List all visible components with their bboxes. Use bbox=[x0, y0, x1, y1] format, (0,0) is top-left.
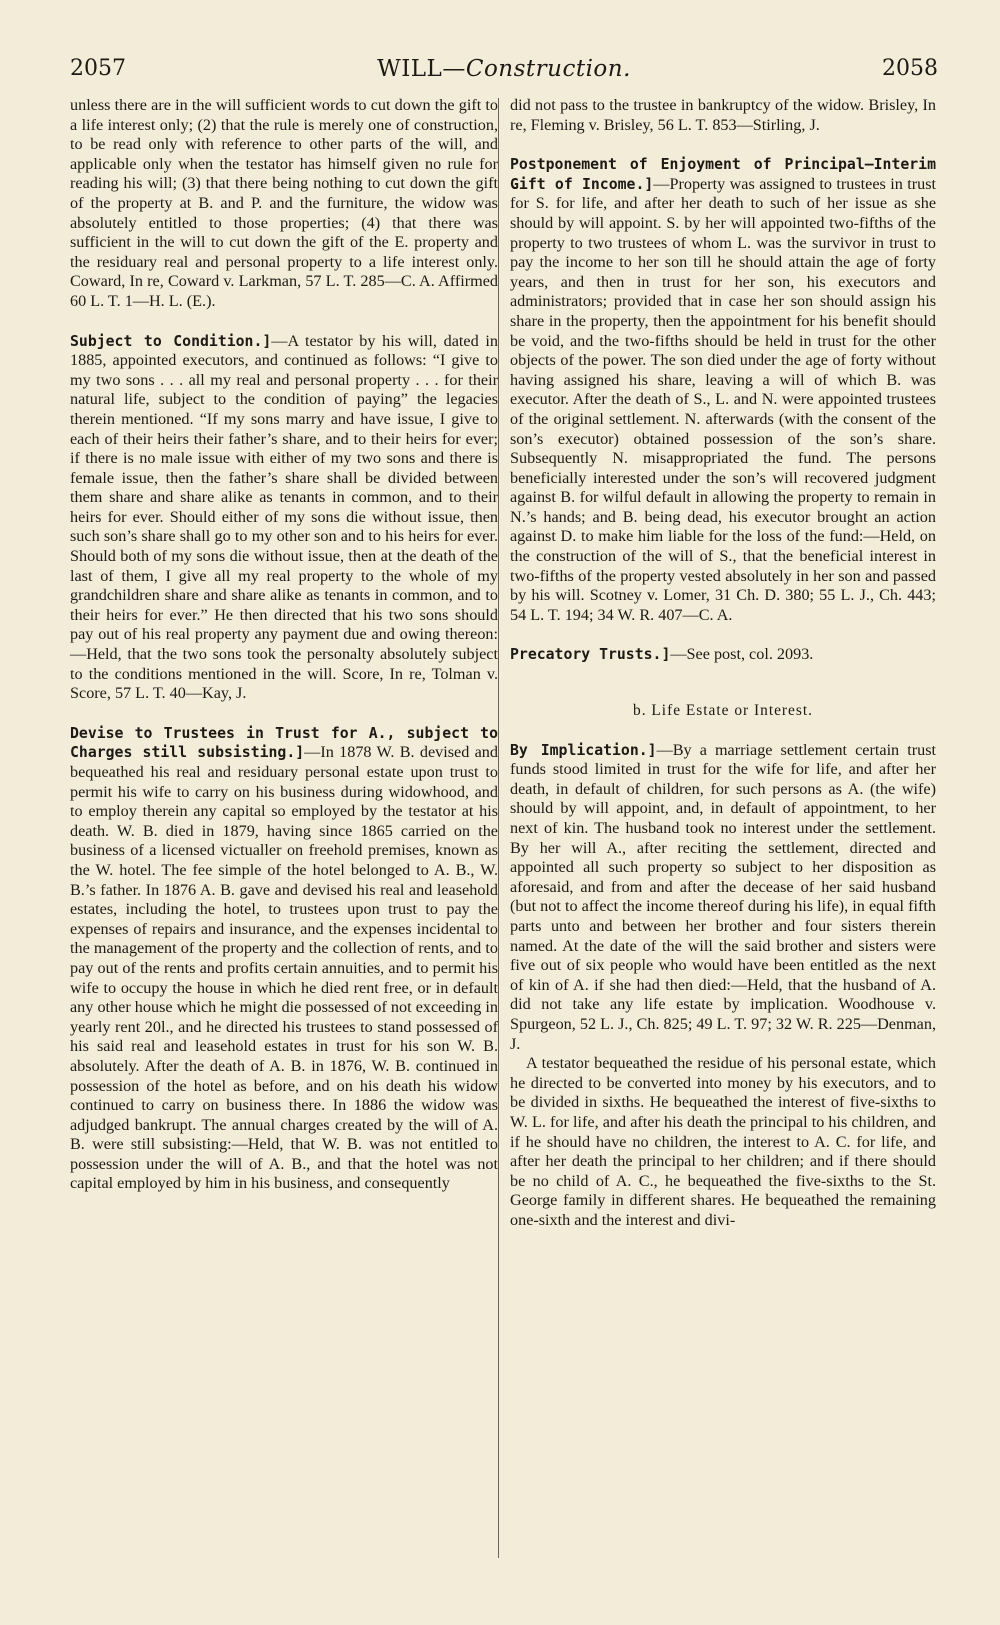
right-column bbox=[510, 96, 936, 1230]
subheading: By Implication.] bbox=[510, 741, 657, 759]
paragraph bbox=[510, 741, 936, 1055]
running-title-italic: Construction. bbox=[465, 56, 631, 82]
paragraph bbox=[70, 332, 498, 704]
page-header bbox=[70, 56, 938, 90]
right-page-number: 2058 bbox=[882, 56, 938, 81]
paragraph bbox=[510, 645, 936, 665]
paragraph: unless there are in the will sufficient words to cut down the gift to a life interest only; (2) that the rule is merely one of construction, to be read only with reference to other parts of the will, and applicable only when the testator has himself given no rule for reading his will; (3) that there being nothing to cut down the gift of the property at B. and P. and the furniture, the widow was absolutely entitled to those properties; (4) that there was sufficient in the will to cut down the gift of the E. property and the residuary real and personal property to a life interest only. Coward, In re, Coward v. Larkman, 57 L. T. 285—C. A. Affirmed 60 L. T. 1—H. L. (E.). bbox=[70, 96, 498, 310]
paragraph bbox=[70, 724, 498, 1194]
paragraph: A testator bequeathed the residue of his personal estate, which he directed to be converted into money by his executors, and to be divided in sixths. He bequeathed the interest of five-sixths to W. L. for life, and after his death the principal to his children, and if he should have no children, the interest to A. C. for life, and after her death the principal to her children; and if there should be no child of A. C., he bequeathed the five-sixths to the St. George family in different shares. He bequeathed the remaining one-sixth and the interest and divi- bbox=[510, 1054, 936, 1229]
subheading: Subject to Condition.] bbox=[70, 332, 272, 350]
subheading: Postponement of Enjoyment of Principal—Interim Gift of Income.] bbox=[510, 156, 936, 193]
running-title-main: WILL— bbox=[377, 56, 466, 82]
paragraph-body: —Property was assigned to trustees in trust for S. for life, and after her death to such of her issue as she should by will appoint. S. by her will appointed two-fifths of the property to two trustees of whom L. was the survivor in trust to pay the income to her son till he should attain the age of forty years, and then in trust for her son, his executors and administrators; provided that in case her son should assign his share in the property, then the appointment for his benefit should be void, and the two-fifths should be held in trust for the other objects of the power. The son died under the age of forty without having assigned his share, leaving a will of which B. was executor. After the death of S., L. and N. were appointed trustees of the original settlement. N. afterwards (with the consent of the son’s executor) obtained possession of the son’s share. Subsequently N. misappropriated the fund. The persons beneficially interested under the son’s will recovered judgment against B. for wilful default in allowing the property to remain in N.’s hands; and B. being dead, his executor brought an action against D. to make him liable for the loss of the fund:—Held, on the construction of the will of S., that the beneficial interest in two-fifths of the property vested absolutely in her son and passed by his will. Scotney v. Lomer, 31 Ch. D. 380; 55 L. J., Ch. 443; 54 L. T. 194; 34 W. R. 407—C. A. bbox=[510, 174, 936, 624]
section-heading: b. Life Estate or Interest. bbox=[633, 702, 813, 720]
paragraph-body: —A testator by his will, dated in 1885, appointed executors, and continued as follows: “I give to my two sons . . . all my real and personal property . . . for their natural life, subject to the condition of paying” the legacies therein mentioned. “If my sons marry and have issue, I give to each of their heirs their father’s share, and to their heirs for ever; if there is no male issue with either of my two sons and there is female issue, then the father’s share shall be divided between them share and share alike as tenants in common, and to their heirs for ever. Should either of my sons die without issue, then such son’s share shall go to my other son and to his heirs for ever. Should both of my sons die without issue, then at the death of the last of them, I give all my real property to the whole of my grandchildren share and share alike as tenants in common, and to their heirs for ever.” He then directed that his two sons should pay out of his real property any payment due and owing thereon:—Held, that the two sons took the personalty absolutely subject to the conditions mentioned in the will. Score, In re, Tolman v. Score, 57 L. T. 40—Kay, J. bbox=[70, 331, 498, 703]
running-title bbox=[70, 56, 938, 82]
subheading: Devise to Trustees in Trust for A., subject to Charges still subsisting.] bbox=[70, 724, 498, 762]
column-divider bbox=[498, 98, 499, 1558]
paragraph-body: —By a marriage settlement certain trust funds stood limited in trust for the wife for life, and after her death, in default of children, for such persons as A. (the wife) should by will appoint, and, in default of appointment, to her next of kin. The husband took no interest under the settlement. By her will A., after reciting the settlement, directed and appointed all such property so subject to her disposition as aforesaid, and from and after the decease of her said husband (but not to affect the income thereof during his life), in equal fifth parts unto and between her brother and four sisters therein named. At the date of the will the said brother and sisters were five out of six people who would have been entitled as the next of kin of A. if she had then died:—Held, that the husband of A. did not take any life estate by implication. Woodhouse v. Spurgeon, 52 L. J., Ch. 825; 49 L. T. 97; 32 W. R. 225—Denman, J. bbox=[510, 740, 936, 1053]
paragraph: did not pass to the trustee in bankruptcy of the widow. Brisley, In re, Fleming v. Brisley, 56 L. T. 853—Stirling, J. bbox=[510, 96, 936, 134]
paragraph-body: —See post, col. 2093. bbox=[670, 645, 814, 664]
left-page-number: 2057 bbox=[70, 56, 126, 81]
left-column bbox=[70, 96, 498, 1194]
paragraph-body: —In 1878 W. B. devised and bequeathed his real and residuary personal estate upon trust to permit his wife to carry on his business during widowhood, and to employ therein any capital so employed by the testator at his death. W. B. died in 1879, having since 1865 carried on the business of a licensed victualler on freehold premises, known as the W. hotel. The fee simple of the hotel belonged to A. B., W. B.’s father. In 1876 A. B. gave and devised his real and leasehold estates, including the hotel, to trustees upon trust to pay the expenses of repairs and insurance, and the expenses incidental to the management of the property and the collection of rents, and to pay out of the rents and profits certain annuities, and to permit his wife to occupy the house in which he died rent free, or in default any other house which he might die possessed of not exceeding in yearly rent 20l., and he directed his trustees to stand possessed of his said real and leasehold estates in trust for his son W. B. absolutely. After the death of A. B. in 1876, W. B. continued in possession of the hotel as before, and on his death his widow continued to carry on business there. In 1886 the widow was adjudged bankrupt. The annual charges created by the will of A. B. were still subsisting:—Held, that W. B. was not entitled to possession under the will of A. B., and that the hotel was not capital employed by him in his business, and consequently bbox=[70, 743, 498, 1193]
paragraph bbox=[510, 155, 936, 625]
subheading: Precatory Trusts.] bbox=[510, 646, 671, 664]
